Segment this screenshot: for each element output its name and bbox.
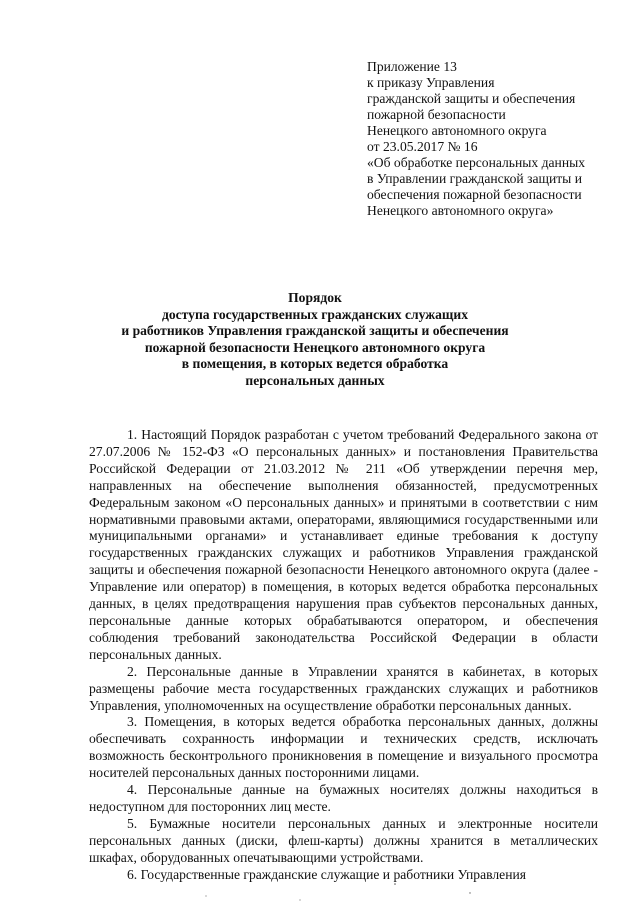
annex-line: «Об обработке персональных данных — [367, 155, 586, 170]
annex-line: обеспечения пожарной безопасности — [367, 187, 582, 202]
title-line: и работников Управления гражданской защиты и обеспечения — [121, 323, 509, 338]
document-body — [89, 427, 598, 883]
paragraph-3: 3. Помещения, в которых ведется обработка персональных данных, должны обеспечивать сохранность информации и технических средств, исключать возможность бесконтрольного проникновения в помещение и визуального просмотра носителей персональных данных посторонними лицами. — [89, 714, 598, 781]
document-title — [80, 290, 550, 389]
paragraph-6: 6. Государственные гражданские служащие и работники Управления — [127, 866, 526, 882]
annex-block — [367, 59, 612, 219]
paragraph-1: 1. Настоящий Порядок разработан с учетом требований Федерального закона от 27.07.2006 № 152-ФЗ «О персональных данных» и постановления Правительства Российской Федерации от 21.03.2012 № 211 «Об утверждении перечня мер, направленных на обеспечение выполнения обязанностей, предусмотренных Федеральным законом «О персональных данных» и принятыми в соответствии с ним нормативными правовыми актами, операторами, являющимися государственными или муниципальными органами» и устанавливает единые требования к доступу государственных гражданских служащих и работников Управления гражданской защиты и обеспечения пожарной безопасности Ненецкого автономного округа (далее - Управление или оператор) в помещения, в которых ведется обработка персональных данных, в целях предотвращения нарушения прав субъектов персональных данных, персональные данные которых обрабатываются оператором, и обеспечения соблюдения требований законодательства Российской Федерации в области персональных данных. — [89, 427, 598, 662]
title-line: доступа государственных гражданских служащих — [161, 306, 469, 322]
paragraph-5: 5. Бумажные носители персональных данных и электронные носители персональных данных (диски, флеш-карты) должны хранится в металлических шкафах, оборудованных опечатывающими устройствами. — [89, 815, 598, 865]
annex-line: Приложение 13 — [367, 59, 457, 74]
title-line: Порядок — [288, 290, 342, 305]
title-line: пожарной безопасности Ненецкого автономного округа — [144, 339, 486, 355]
annex-line: в Управлении гражданской защиты и — [367, 171, 582, 186]
annex-line: к приказу Управления — [367, 75, 495, 90]
annex-line: Ненецкого автономного округа — [367, 123, 547, 138]
paragraph-4: 4. Персональные данные на бумажных носителях должны находиться в недоступном для посторонних лиц месте. — [89, 782, 598, 814]
annex-line: Ненецкого автономного округа» — [367, 203, 554, 218]
paragraph-2: 2. Персональные данные в Управлении хранятся в кабинетах, в которых размещены рабочие места государственных гражданских служащих и работников Управления, уполномоченных на осуществление обработки персональных данных. — [89, 663, 598, 713]
title-line: персональных данных — [245, 372, 385, 388]
annex-line: от 23.05.2017 № 16 — [367, 139, 478, 154]
title-line: в помещения, в которых ведется обработка — [181, 356, 449, 371]
annex-line: гражданской защиты и обеспечения — [367, 91, 576, 106]
annex-line: пожарной безопасности — [367, 107, 506, 122]
